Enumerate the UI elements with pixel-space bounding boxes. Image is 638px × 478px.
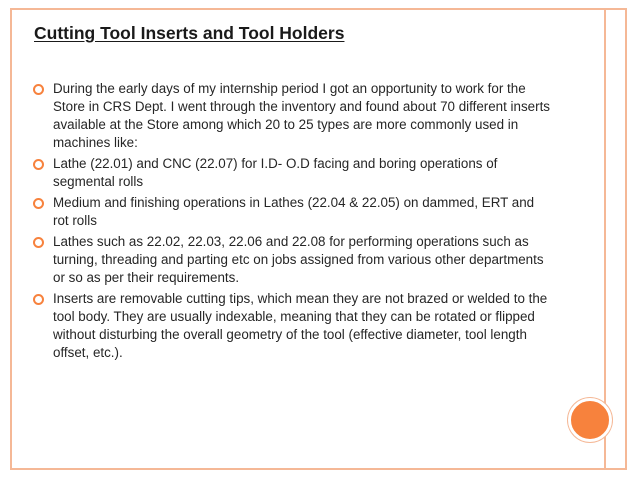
slide-title: Cutting Tool Inserts and Tool Holders bbox=[34, 23, 345, 43]
list-item bbox=[33, 194, 553, 230]
orange-circle-ornament bbox=[568, 398, 612, 442]
bullet-circle-icon bbox=[33, 84, 44, 95]
bullet-circle-icon bbox=[33, 198, 44, 209]
list-item bbox=[33, 80, 553, 152]
bullet-circle-icon bbox=[33, 159, 44, 170]
bullet-text: Inserts are removable cutting tips, which mean they are not brazed or welded to the tool body. They are usually indexable, meaning that they can be rotated or flipped without disturbing the overall geometry of the tool (effective diameter, tool length offset, etc.). bbox=[53, 291, 548, 360]
list-item bbox=[33, 290, 553, 362]
bullet-text: Medium and finishing operations in Lathes (22.04 & 22.05) on dammed, ERT and rot rolls bbox=[53, 195, 535, 228]
bullet-circle-icon bbox=[33, 237, 44, 248]
bullet-text: Lathe (22.01) and CNC (22.07) for I.D- O.D facing and boring operations of segmental rolls bbox=[53, 156, 498, 189]
list-item bbox=[33, 233, 553, 287]
bullet-text: During the early days of my internship period I got an opportunity to work for the Store in CRS Dept. I went through the inventory and found about 70 different inserts available at the Store among which 20 to 25 types are more commonly used in machines like: bbox=[53, 81, 550, 150]
bullet-text: Lathes such as 22.02, 22.03, 22.06 and 22.08 for performing operations such as turning, threading and parting etc on jobs assigned from various other departments or so as per their requirements. bbox=[53, 234, 544, 285]
slide-right-divider bbox=[604, 8, 606, 470]
bullet-list bbox=[33, 80, 553, 365]
list-item bbox=[33, 155, 553, 191]
bullet-circle-icon bbox=[33, 294, 44, 305]
